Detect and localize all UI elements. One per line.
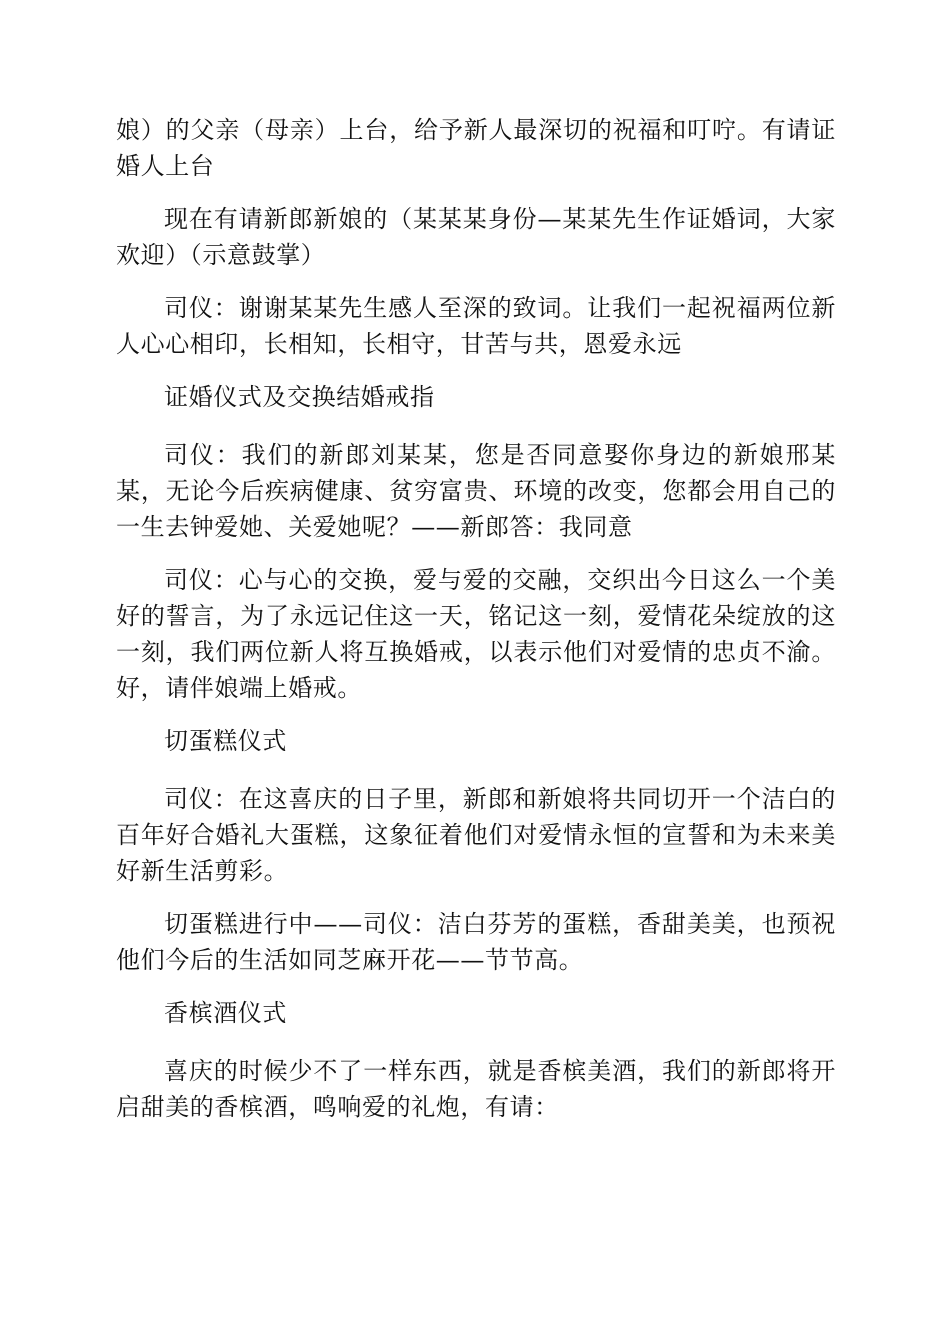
section-heading-ring-exchange: 证婚仪式及交换结婚戒指 [164,383,435,411]
section-heading-cake: 切蛋糕仪式 [164,727,287,755]
paragraph-cake-cutting: 切蛋糕进行中——司仪：洁白芬芳的蛋糕，香甜美美，也预祝他们今后的生活如同芝麻开花——节节高。 [116,910,836,974]
paragraph-champagne: 喜庆的时候少不了一样东西，就是香槟美酒，我们的新郎将开启甜美的香槟酒，鸣响爱的礼炮，有请： [116,1057,836,1121]
document-body [116,112,836,1142]
paragraph-thanks: 司仪：谢谢某某先生感人至深的致词。让我们一起祝福两位新人心心相印，长相知，长相守，甘苦与共，恩爱永远 [116,294,836,358]
paragraph-vow-question: 司仪：我们的新郎刘某某，您是否同意娶你身边的新娘邢某某，无论今后疾病健康、贫穷富贵、环境的改变，您都会用自己的一生去钟爱她、关爱她呢？——新郎答：我同意 [116,441,836,541]
paragraph-continuation: 娘）的父亲（母亲）上台，给予新人最深切的祝福和叮咛。有请证婚人上台 [116,116,836,180]
paragraph-cake-intro: 司仪：在这喜庆的日子里，新郎和新娘将共同切开一个洁白的百年好合婚礼大蛋糕，这象征着他们对爱情永恒的宣誓和为未来美好新生活剪彩。 [116,785,836,885]
section-heading-champagne: 香槟酒仪式 [164,999,287,1027]
paragraph-ring-exchange: 司仪：心与心的交换，爱与爱的交融，交织出今日这么一个美好的誓言，为了永远记住这一天，铭记这一刻，爱情花朵绽放的这一刻，我们两位新人将互换婚戒，以表示他们对爱情的忠贞不渝。好，请伴娘端上婚戒。 [116,566,836,702]
paragraph-witness-invite: 现在有请新郎新娘的（某某某身份—某某先生作证婚词，大家欢迎）（示意鼓掌） [116,205,836,269]
